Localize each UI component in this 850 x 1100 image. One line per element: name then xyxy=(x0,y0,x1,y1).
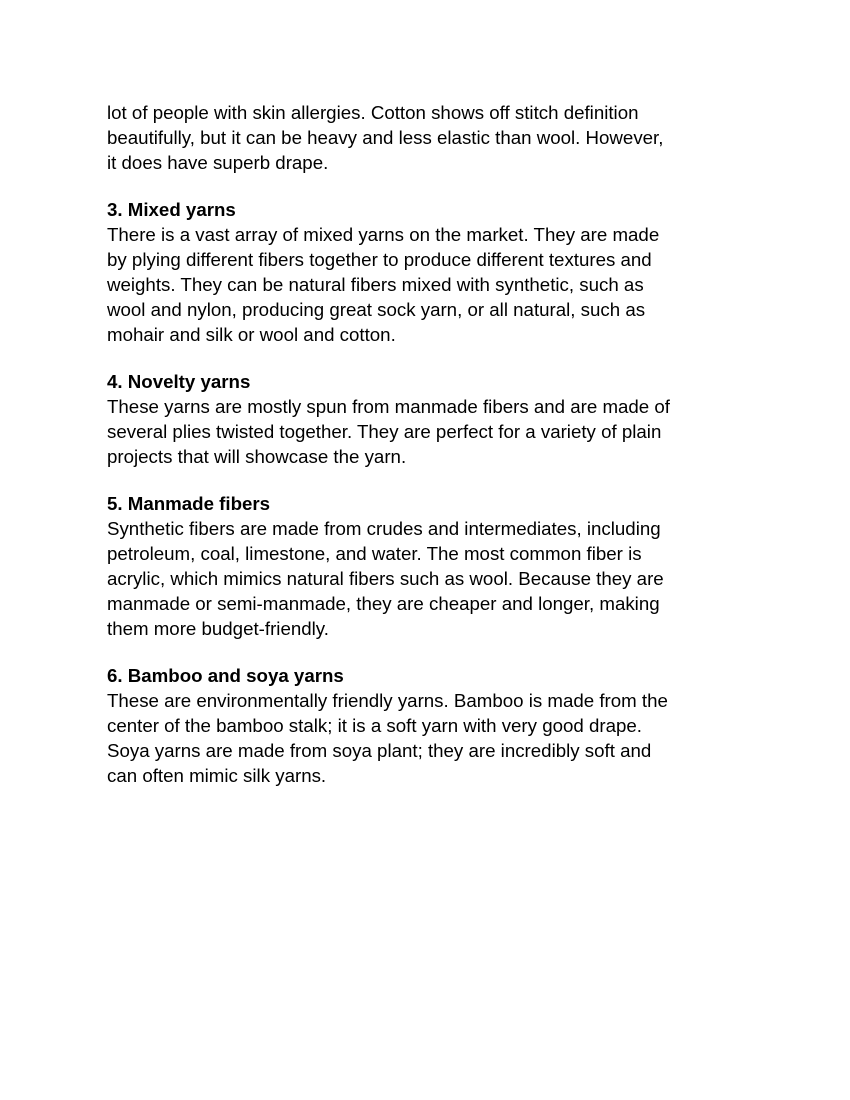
section-mixed-yarns xyxy=(107,197,752,347)
text-line: acrylic, which mimics natural fibers such as wool. Because they are xyxy=(107,568,664,589)
document-content xyxy=(107,100,752,788)
text-line: them more budget-friendly. xyxy=(107,618,329,639)
text-line: weights. They can be natural fibers mixed with synthetic, such as xyxy=(107,274,644,295)
text-line: These are environmentally friendly yarns. Bamboo is made from the xyxy=(107,690,668,711)
text-line: These yarns are mostly spun from manmade fibers and are made of xyxy=(107,396,670,417)
text-line: Synthetic fibers are made from crudes and intermediates, including xyxy=(107,518,661,539)
section-novelty-yarns xyxy=(107,369,752,469)
section-heading: 3. Mixed yarns xyxy=(107,199,236,220)
text-line: by plying different fibers together to produce different textures and xyxy=(107,249,652,270)
text-line: it does have superb drape. xyxy=(107,152,329,173)
paragraph-intro xyxy=(107,100,752,175)
text-line: mohair and silk or wool and cotton. xyxy=(107,324,396,345)
text-line: Soya yarns are made from soya plant; they are incredibly soft and xyxy=(107,740,652,761)
text-line: lot of people with skin allergies. Cotton shows off stitch definition xyxy=(107,102,639,123)
section-manmade-fibers xyxy=(107,491,752,641)
text-line: projects that will showcase the yarn. xyxy=(107,446,407,467)
text-line: There is a vast array of mixed yarns on the market. They are made xyxy=(107,224,660,245)
text-line: manmade or semi-manmade, they are cheaper and longer, making xyxy=(107,593,660,614)
text-line: petroleum, coal, limestone, and water. The most common fiber is xyxy=(107,543,642,564)
section-bamboo-soya-yarns xyxy=(107,663,752,788)
section-heading: 5. Manmade fibers xyxy=(107,493,271,514)
text-line: center of the bamboo stalk; it is a soft yarn with very good drape. xyxy=(107,715,642,736)
text-line: can often mimic silk yarns. xyxy=(107,765,327,786)
section-heading: 6. Bamboo and soya yarns xyxy=(107,665,344,686)
text-line: several plies twisted together. They are perfect for a variety of plain xyxy=(107,421,662,442)
text-line: wool and nylon, producing great sock yarn, or all natural, such as xyxy=(107,299,646,320)
text-line: beautifully, but it can be heavy and less elastic than wool. However, xyxy=(107,127,664,148)
section-heading: 4. Novelty yarns xyxy=(107,371,251,392)
